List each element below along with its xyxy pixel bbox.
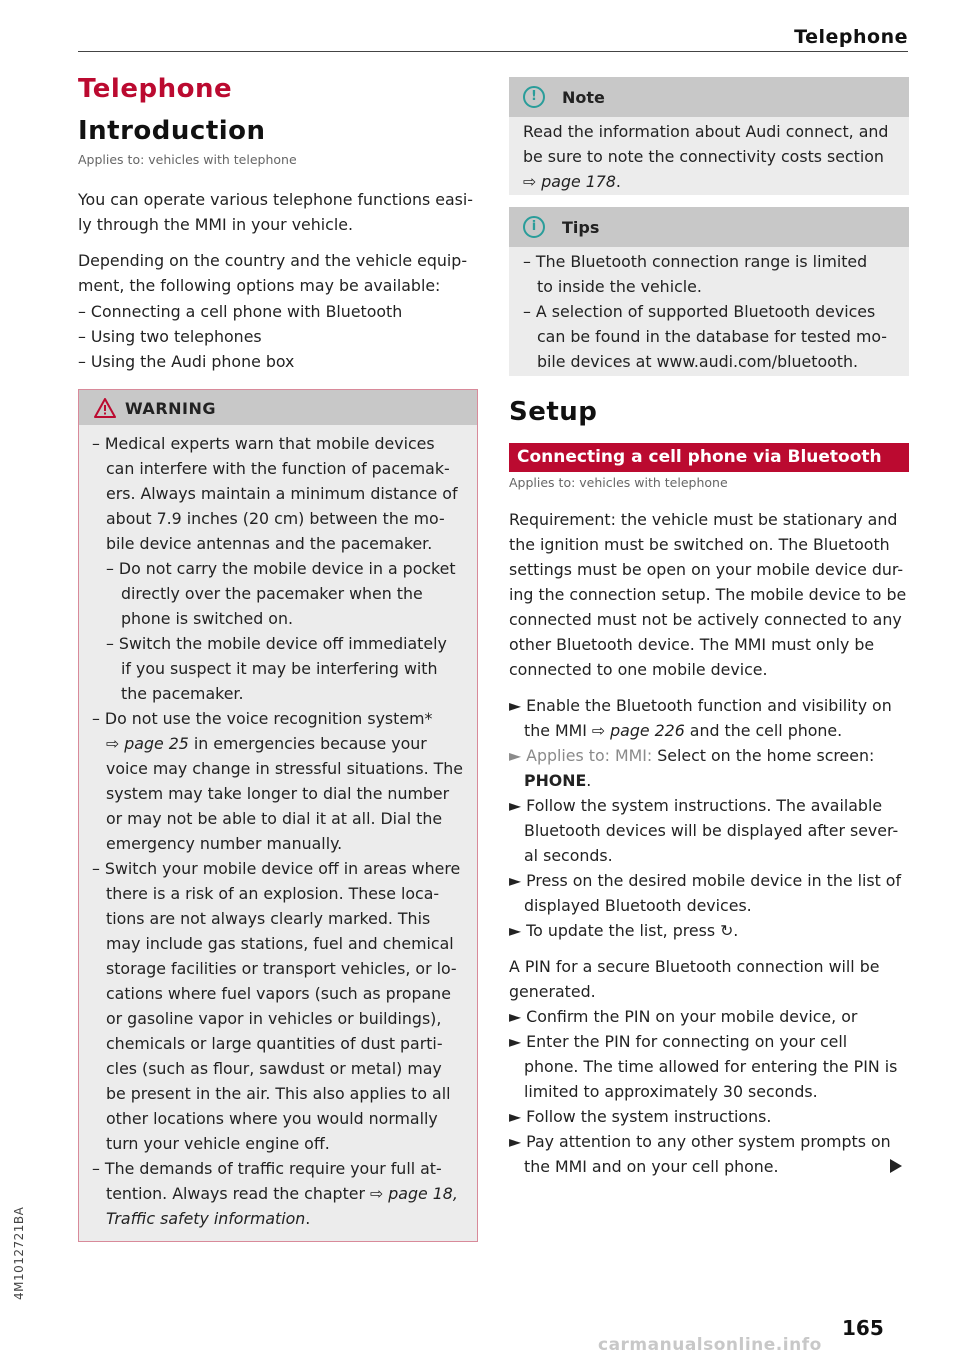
applies-note: Applies to: vehicles with telephone [78,152,297,167]
text-fragment: in emergencies because your [188,734,427,753]
text-line [523,169,888,194]
page-ref-link[interactable]: page 25 [124,734,189,753]
text-line: ly through the MMI in your vehicle. [78,215,353,234]
text-line [509,768,901,793]
warning-header [79,390,477,425]
applies-note: Applies to: vehicles with telephone [509,475,728,490]
text-line: the ignition must be switched on. The Bluetooth [509,535,890,554]
note-header [509,77,909,117]
options-paragraph [78,248,478,374]
tips-box [509,207,909,376]
step-item: ► Enter the PIN for connecting on your cell [509,1032,848,1051]
text-line: be sure to note the connectivity costs section [523,147,884,166]
text-line: – The demands of traffic require your full at- [92,1159,442,1178]
text-fragment: . [615,172,621,191]
text-line: phone is switched on. [121,609,293,628]
applies-fragment: ► Applies to: MMI: [509,746,653,765]
step-item: ► Pay attention to any other system prompts on [509,1132,891,1151]
step-item: ► Follow the system instructions. [509,1107,772,1126]
step-item [509,743,901,768]
text-fragment: . [305,1209,311,1228]
text-line: if you suspect it may be interfering with [121,659,438,678]
page-ref-arrow: ⇨ [106,734,120,753]
text-line: cles (such as flour, sawdust or metal) may [106,1059,442,1078]
page-ref-link[interactable]: Traffic safety information [106,1209,306,1228]
page-number: 165 [842,1316,884,1340]
text-line: – The Bluetooth connection range is limited [523,252,868,271]
text-line: turn your vehicle engine off. [106,1134,330,1153]
section-title: Introduction [78,116,266,146]
intro-paragraph [78,187,478,237]
text-line: generated. [509,982,596,1001]
text-line: displayed Bluetooth devices. [524,896,752,915]
step-item: ► Enable the Bluetooth function and visibility on [509,696,892,715]
continue-arrow-icon [890,1159,902,1173]
text-line: – Do not carry the mobile device in a pocket [106,559,456,578]
tips-header [509,207,909,247]
list-item: – Using the Audi phone box [78,352,295,371]
watermark: carmanualsonline.info [598,1335,822,1355]
text-line: cations where fuel vapors (such as propane [106,984,451,1003]
text-line: other Bluetooth device. The MMI must only be [509,635,875,654]
text-line: may include gas stations, fuel and chemical [106,934,454,953]
text-line: emergency number manually. [106,834,343,853]
text-line: be present in the air. This also applies to all [106,1084,451,1103]
text-line: limited to approximately 30 seconds. [524,1082,818,1101]
text-line: system may take longer to dial the number [106,784,450,803]
text-line: storage facilities or transport vehicles, or lo- [106,959,457,978]
setup-title: Setup [509,397,598,427]
info-circle-icon: i [523,216,545,238]
text-line: the MMI and on your cell phone. [524,1157,779,1176]
text-line [92,1181,463,1206]
document-code: 4M1012721BA [12,1206,26,1300]
text-line: connected must not be actively connected to any [509,610,902,629]
text-line: – Switch the mobile device off immediately [106,634,447,653]
text-line: – A selection of supported Bluetooth devices [523,302,876,321]
text-line: to inside the vehicle. [537,277,702,296]
page-ref-link[interactable]: ⇨ page 178 [523,172,616,191]
warning-title: WARNING [125,399,216,418]
text-line: other locations where you would normally [106,1109,438,1128]
text-line: connected to one mobile device. [509,660,768,679]
text-line: al seconds. [524,846,613,865]
note-title: Note [562,88,605,107]
page-ref-link[interactable]: ⇨ page 226 [591,721,685,740]
page-ref-link[interactable]: ⇨ page 18, [370,1184,458,1203]
list-item: – Connecting a cell phone with Bluetooth [78,302,403,321]
text-line: about 7.9 inches (20 cm) between the mo- [106,509,445,528]
step-item: ► Follow the system instructions. The available [509,796,883,815]
text-line [92,731,463,756]
text-line [509,718,901,743]
warning-box [78,389,478,1242]
text-line: ers. Always maintain a minimum distance of [106,484,458,503]
text-line: phone. The time allowed for entering the PIN is [524,1057,898,1076]
text-line: or may not be able to dial it at all. Dial the [106,809,443,828]
text-line: voice may change in stressful situations. The [106,759,463,778]
step-item: ► Press on the desired mobile device in the list of [509,871,902,890]
text-line: can be found in the database for tested mo- [537,327,887,346]
text-line: ment, the following options may be available: [78,276,441,295]
text-line: bile device antennas and the pacemaker. [106,534,433,553]
list-item: – Using two telephones [78,327,262,346]
text-line: bile devices at www.audi.com/bluetooth. [537,352,858,371]
menu-label: PHONE [524,771,587,790]
text-line: – Switch your mobile device off in areas where [92,859,461,878]
text-fragment: Select on the home screen: [652,746,875,765]
warning-triangle-icon [94,398,116,418]
text-fragment: . [586,771,592,790]
text-line: Depending on the country and the vehicle equip- [78,251,468,270]
text-line: there is a risk of an explosion. These loca- [106,884,440,903]
requirement-paragraph [509,507,906,682]
warning-text [92,431,463,1231]
text-line: Bluetooth devices will be displayed after sever- [524,821,899,840]
pin-steps-list [509,1004,897,1179]
running-header: Telephone [794,26,908,48]
step-item: ► To update the list, press ↻. [509,921,739,940]
tips-text [523,249,887,374]
text-line: chemicals or large quantities of dust parti- [106,1034,443,1053]
steps-list [509,693,901,943]
text-line: the pacemaker. [121,684,244,703]
note-text [523,119,888,194]
text-line: can interfere with the function of pacemak- [106,459,450,478]
text-fragment: and the cell phone. [684,721,843,740]
text-line: or gasoline vapor in vehicles or buildings), [106,1009,442,1028]
text-line: tions are not always clearly marked. This [106,909,431,928]
text-line: ing the connection setup. The mobile device to be [509,585,907,604]
text-line: Requirement: the vehicle must be stationary and [509,510,898,529]
tips-title: Tips [562,218,600,237]
text-line: directly over the pacemaker when the [121,584,423,603]
text-line: – Do not use the voice recognition system* [92,709,433,728]
exclamation-circle-icon: ! [523,86,545,108]
text-line: A PIN for a secure Bluetooth connection will be [509,957,880,976]
header-rule [78,51,908,52]
text-fragment: the MMI [524,721,592,740]
text-fragment: tention. Always read the chapter [106,1184,370,1203]
text-line [92,1206,463,1231]
text-line: – Medical experts warn that mobile devices [92,434,435,453]
pin-paragraph [509,954,879,1004]
step-item: ► Confirm the PIN on your mobile device, or [509,1007,858,1026]
text-line: Read the information about Audi connect, and [523,122,889,141]
text-line: You can operate various telephone functions easi- [78,190,473,209]
text-line: settings must be open on your mobile device dur- [509,560,904,579]
chapter-title: Telephone [78,74,233,104]
note-box [509,77,909,195]
section-bar-title: Connecting a cell phone via Bluetooth [517,447,882,467]
section-bar [509,443,909,472]
